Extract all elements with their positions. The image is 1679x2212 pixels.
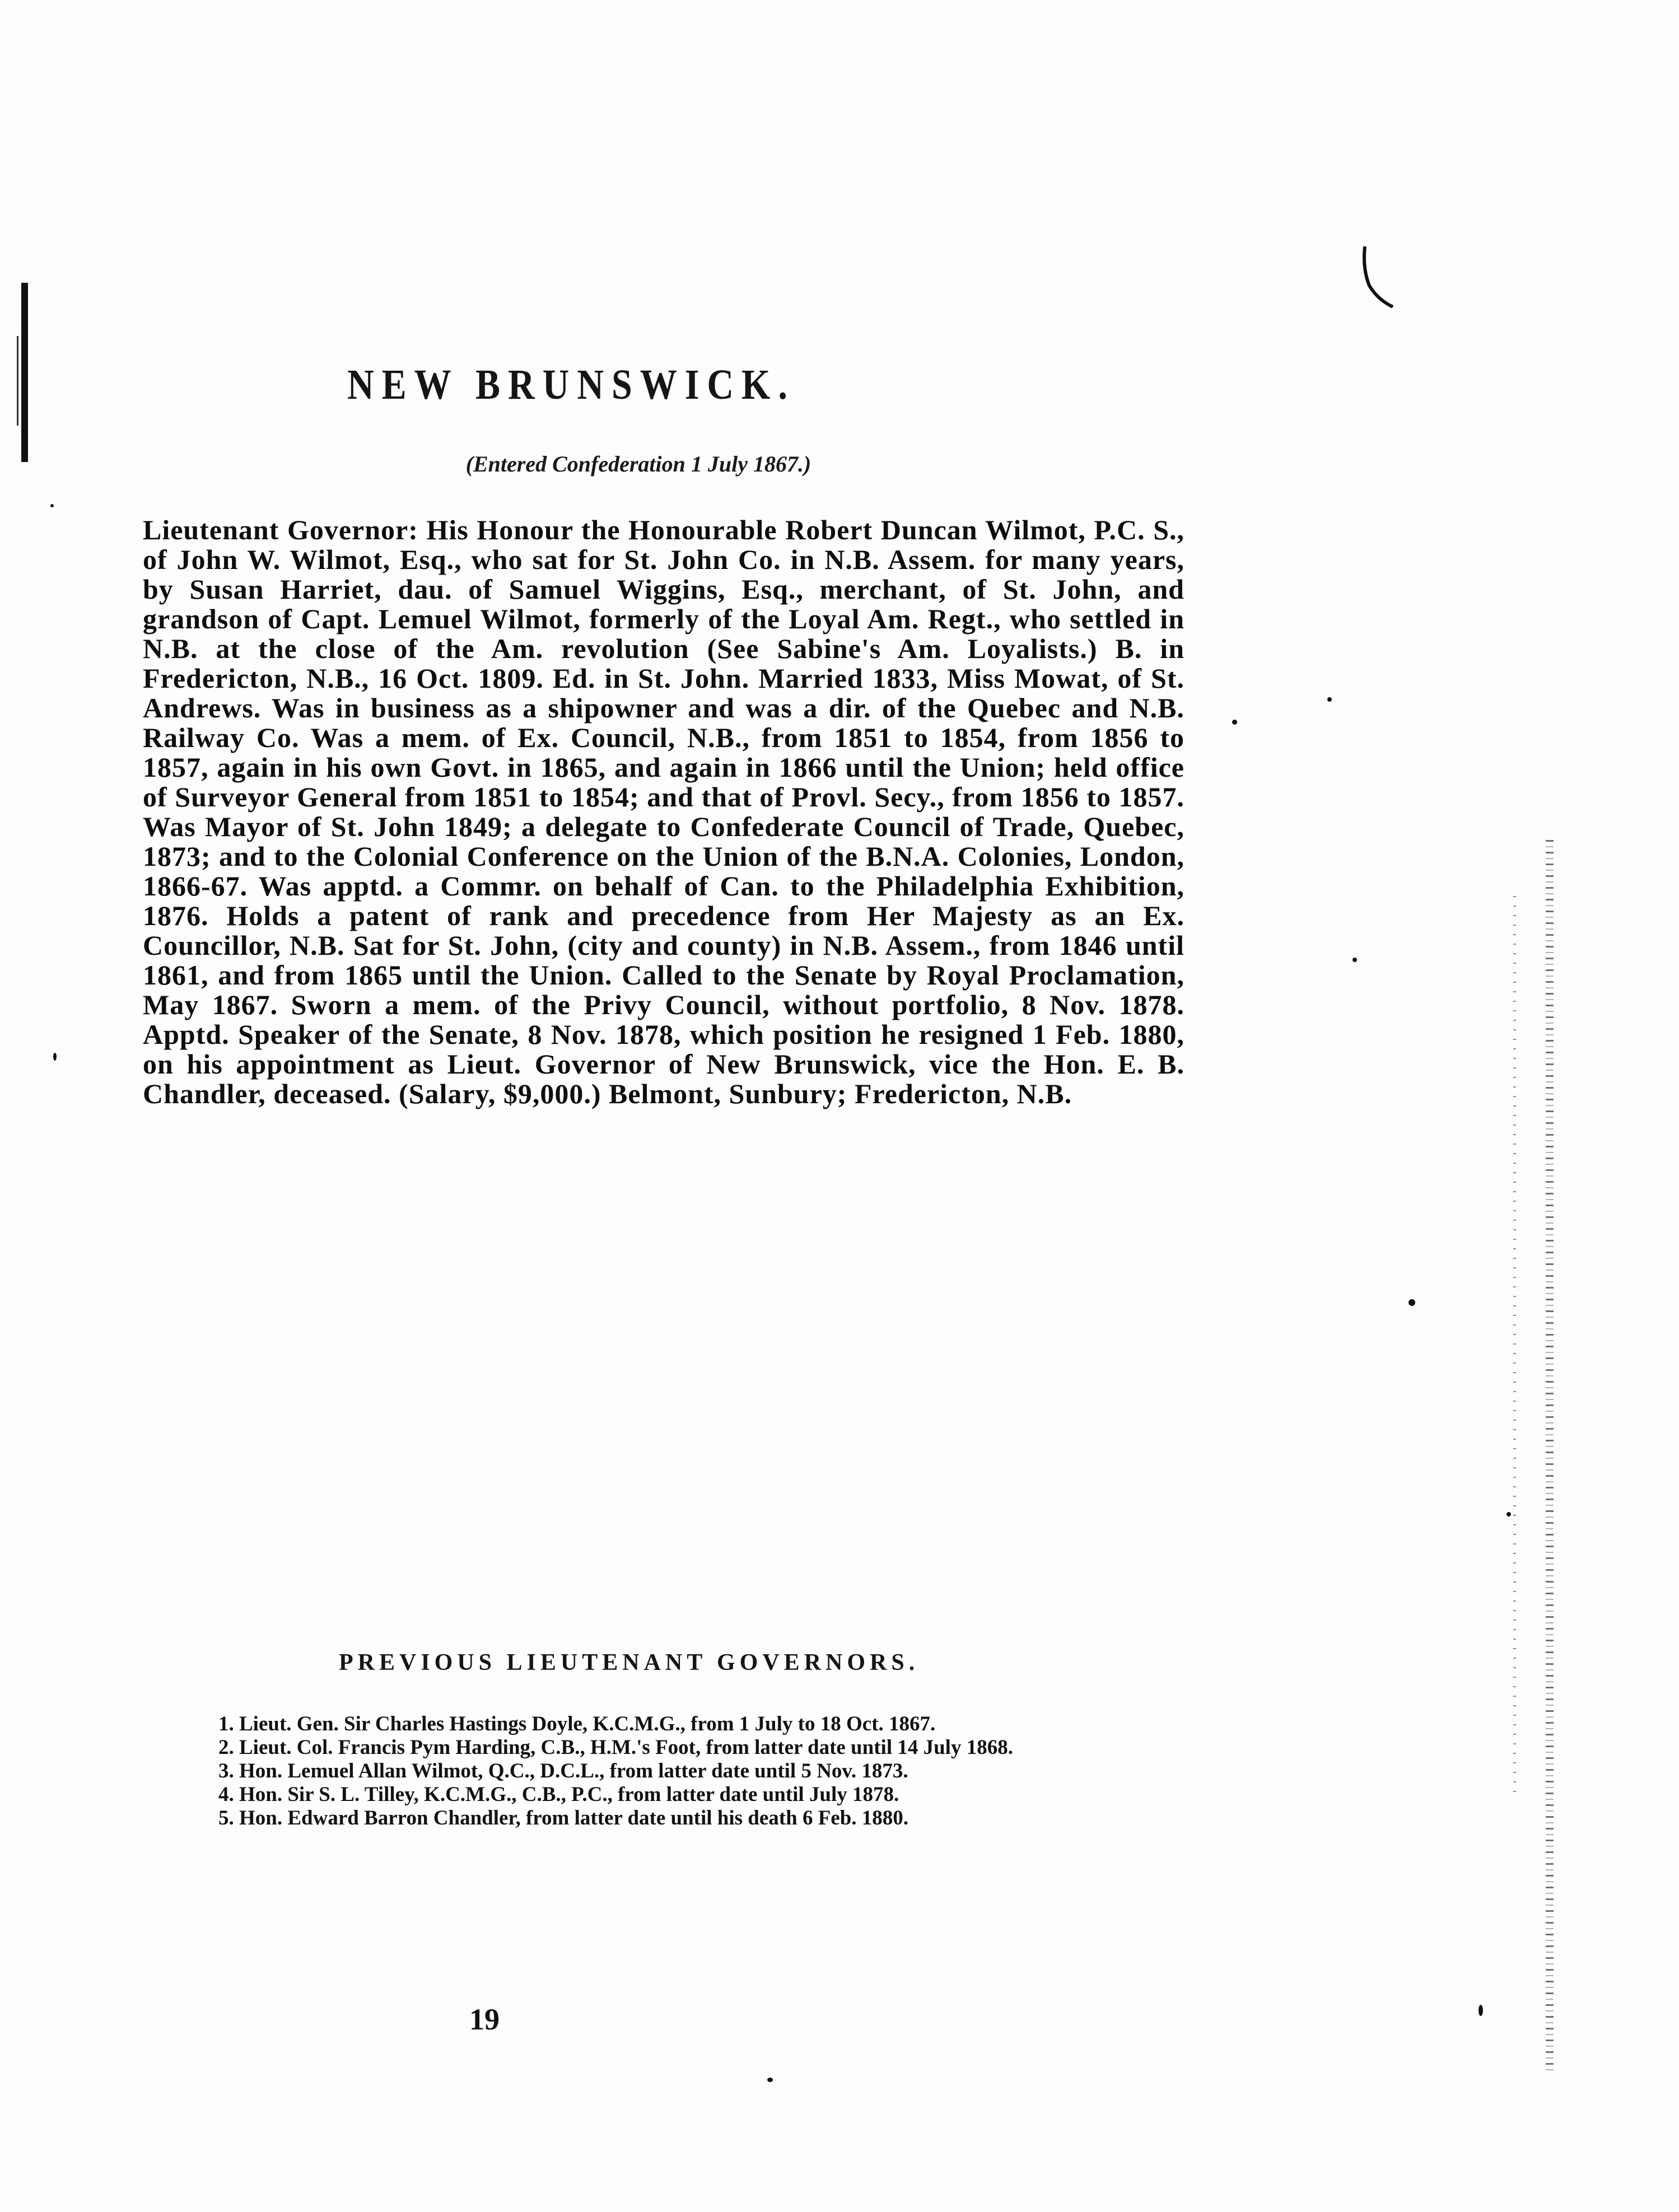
scan-speck — [1327, 697, 1332, 702]
list-item: 3. Hon. Lemuel Allan Wilmot, Q.C., D.C.L., from latter date until 5 Nov. 1873. — [218, 1760, 908, 1782]
list-item: 1. Lieut. Gen. Sir Charles Hastings Doyle, K.C.M.G., from 1 July to 18 Oct. 1867. — [218, 1712, 936, 1735]
previous-governors-list — [168, 1714, 1187, 1831]
page-heading: NEW BRUNSWICK. — [347, 361, 795, 409]
previous-governors-heading: PREVIOUS LIEUTENANT GOVERNORS. — [339, 1650, 920, 1676]
scan-speck — [767, 2078, 773, 2082]
scan-speck — [1507, 1512, 1511, 1516]
scan-speck — [1352, 958, 1357, 962]
scan-speck — [1479, 2005, 1483, 2016]
page-number: 19 — [469, 2003, 500, 2036]
confederation-date: (Entered Confederation 1 July 1867.) — [465, 451, 811, 477]
scan-edge-noise — [1546, 840, 1554, 2072]
scan-speck — [53, 1053, 57, 1061]
scan-speck — [1232, 720, 1237, 725]
scan-edge-line — [17, 336, 18, 426]
scan-speck — [50, 504, 54, 507]
lieutenant-governor-biography: Lieutenant Governor: His Honour the Honourable Robert Duncan Wilmot, P.C. S., of John W. Wilmot, Esq., who sat for St. John Co. in N.B. Assem. for many years, by Susan Harriet, dau. of Samuel Wiggins, Esq., merchant, of St. John, and grandson of Capt. Lemuel Wilmot, formerly of the Loyal Am. Regt., who settled in N.B. at the close of the Am. revolution (See Sabine's Am. Loyalists.) B. in Fredericton, N.B., 16 Oct. 1809. Ed. in St. John. Married 1833, Miss Mowat, of St. Andrews. Was in business as a shipowner and was a dir. of the Quebec and N.B. Railway Co. Was a mem. of Ex. Council, N.B., from 1851 to 1854, from 1856 to 1857, again in his own Govt. in 1865, and again in 1866 until the Union; held office of Surveyor General from 1851 to 1854; and that of Provl. Secy., from 1856 to 1857. Was Mayor of St. John 1849; a delegate to Confederate Council of Trade, Quebec, 1873; and to the Colonial Conference on the Union of the B.N.A. Colonies, London, 1866-67. Was apptd. a Commr. on behalf of Can. to the Philadelphia Exhibition, 1876. Holds a patent of rank and precedence from Her Majesty as an Ex. Councillor, N.B. Sat for St. John, (city and county) in N.B. Assem., from 1846 until 1861, and from 1865 until the Union. Called to the Senate by Royal Proclamation, May 1867. Sworn a mem. of the Privy Council, without portfolio, 8 Nov. 1878. Apptd. Speaker of the Senate, 8 Nov. 1878, which position he resigned 1 Feb. 1880, on his appointment as Lieut. Governor of New Brunswick, vice the Hon. E. B. Chandler, deceased. (Salary, $9,000.) Belmont, Sunbury; Fredericton, N.B. — [143, 514, 1184, 1109]
scan-speck — [1409, 1299, 1415, 1306]
scan-edge-noise-inner — [1513, 896, 1516, 1792]
list-item: 5. Hon. Edward Barron Chandler, from latter date until his death 6 Feb. 1880. — [218, 1807, 909, 1830]
list-item: 4. Hon. Sir S. L. Tilley, K.C.M.G., C.B., P.C., from latter date until July 1878. — [218, 1783, 899, 1806]
corner-scan-mark — [1358, 246, 1397, 308]
list-item: 2. Lieut. Col. Francis Pym Harding, C.B., H.M.'s Foot, from latter date until 14 July 1868. — [218, 1736, 1013, 1759]
scan-binding-mark — [21, 283, 28, 462]
